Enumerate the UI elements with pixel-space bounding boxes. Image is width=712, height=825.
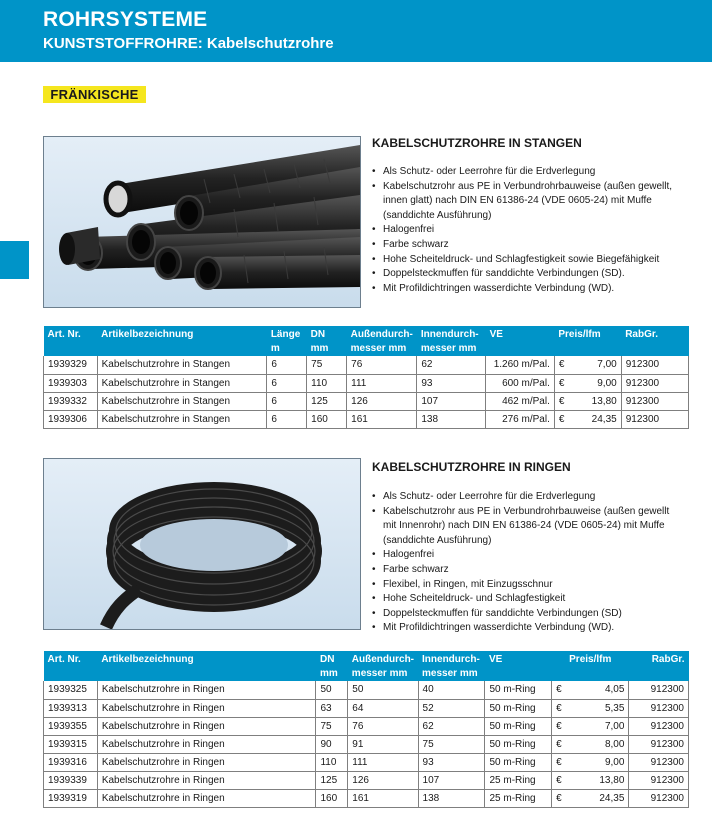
cell-art-nr: 1939329 <box>44 356 98 374</box>
feature-item: • Doppelsteckmuffen für sanddichte Verbindungen (SD). <box>372 267 672 282</box>
cell-aussendurchmesser: 76 <box>347 356 417 374</box>
header-aussendurchmesser: Außendurch- messer mm <box>348 651 418 681</box>
cell-aussendurchmesser: 126 <box>347 392 417 410</box>
cell-ve: 50 m-Ring <box>485 717 552 735</box>
table-row <box>44 392 689 410</box>
cell-rabgr: 912300 <box>629 735 689 753</box>
currency-symbol: € <box>556 738 562 750</box>
cell-rabgr: 912300 <box>629 699 689 717</box>
cell-ve: 50 m-Ring <box>485 735 552 753</box>
cell-preis <box>552 735 629 753</box>
cell-rabgr: 912300 <box>629 753 689 771</box>
currency-symbol: € <box>558 395 565 407</box>
feature-item: • Farbe schwarz <box>372 238 672 253</box>
cell-artikelbezeichnung: Kabelschutzrohre in Stangen <box>97 410 267 428</box>
cell-innendurchmesser: 93 <box>418 753 485 771</box>
cell-aussendurchmesser: 91 <box>348 735 418 753</box>
cell-preis <box>552 717 629 735</box>
table-row <box>44 374 689 392</box>
cell-rabgr: 912300 <box>621 410 688 428</box>
cell-ve: 25 m-Ring <box>485 771 552 789</box>
section-title-ringen: KABELSCHUTZROHRE IN RINGEN <box>372 460 571 474</box>
cell-aussendurchmesser: 76 <box>348 717 418 735</box>
coil-illustration <box>44 459 360 629</box>
cell-dn: 110 <box>316 753 348 771</box>
cell-innendurchmesser: 52 <box>418 699 485 717</box>
cell-rabgr: 912300 <box>629 717 689 735</box>
cell-innendurchmesser: 93 <box>417 374 486 392</box>
cell-artikelbezeichnung: Kabelschutzrohre in Ringen <box>97 681 316 699</box>
cell-rabgr: 912300 <box>621 356 688 374</box>
cell-ve: 1.260 m/Pal. <box>486 356 555 374</box>
price-value: 13,80 <box>599 774 625 786</box>
table-header-row <box>44 651 689 681</box>
table-row <box>44 699 689 717</box>
cell-art-nr: 1939319 <box>44 789 98 807</box>
cell-innendurchmesser: 62 <box>418 717 485 735</box>
cell-rabgr: 912300 <box>629 681 689 699</box>
cell-ve: 276 m/Pal. <box>486 410 555 428</box>
cell-preis <box>554 392 621 410</box>
cell-ve: 50 m-Ring <box>485 699 552 717</box>
price-value: 13,80 <box>591 395 617 407</box>
price-value: 24,35 <box>591 413 617 425</box>
currency-symbol: € <box>556 774 562 786</box>
cell-dn: 50 <box>316 681 348 699</box>
table-row <box>44 410 689 428</box>
table-row <box>44 771 689 789</box>
cell-dn: 75 <box>307 356 347 374</box>
cell-aussendurchmesser: 64 <box>348 699 418 717</box>
side-tab-marker <box>0 241 29 279</box>
cell-artikelbezeichnung: Kabelschutzrohre in Ringen <box>97 735 316 753</box>
feature-item: • Halogenfrei <box>372 223 672 238</box>
pipes-illustration <box>44 137 360 307</box>
cell-art-nr: 1939313 <box>44 699 98 717</box>
cell-artikelbezeichnung: Kabelschutzrohre in Ringen <box>97 717 316 735</box>
cell-innendurchmesser: 62 <box>417 356 486 374</box>
header-innendurchmesser: Innendurch- messer mm <box>418 651 485 681</box>
cell-ve: 600 m/Pal. <box>486 374 555 392</box>
header-ve: VE <box>485 651 552 681</box>
product-photo-ringen <box>43 458 361 630</box>
cell-preis <box>554 374 621 392</box>
header-dn: DN mm <box>316 651 348 681</box>
price-value: 24,35 <box>599 792 625 804</box>
table-row <box>44 681 689 699</box>
cell-art-nr: 1939355 <box>44 717 98 735</box>
cell-dn: 125 <box>316 771 348 789</box>
price-value: 8,00 <box>604 738 625 750</box>
cell-preis <box>552 789 629 807</box>
cell-preis <box>552 699 629 717</box>
cell-innendurchmesser: 75 <box>418 735 485 753</box>
feature-item: • Mit Profildichtringen wasserdichte Verbindung (WD). <box>372 621 669 636</box>
cell-art-nr: 1939325 <box>44 681 98 699</box>
price-value: 9,00 <box>597 377 617 389</box>
header-aussendurchmesser: Außendurch- messer mm <box>347 326 417 356</box>
feature-list-stangen <box>372 165 672 296</box>
header-rabgr: RabGr. <box>629 651 689 681</box>
feature-item: • Hohe Scheiteldruck- und Schlagfestigkeit <box>372 592 669 607</box>
price-value: 5,35 <box>604 702 625 714</box>
cell-innendurchmesser: 138 <box>417 410 486 428</box>
cell-rabgr: 912300 <box>621 374 688 392</box>
header-innendurchmesser: Innendurch- messer mm <box>417 326 486 356</box>
feature-item: • Als Schutz- oder Leerrohre für die Erdverlegung <box>372 165 672 180</box>
header-laenge: Länge m <box>267 326 307 356</box>
cell-dn: 110 <box>307 374 347 392</box>
table-row <box>44 356 689 374</box>
cell-dn: 160 <box>316 789 348 807</box>
cell-artikelbezeichnung: Kabelschutzrohre in Ringen <box>97 771 316 789</box>
cell-innendurchmesser: 40 <box>418 681 485 699</box>
table-row <box>44 753 689 771</box>
header-dn: DN mm <box>307 326 347 356</box>
feature-item: • Mit Profildichtringen wasserdichte Verbindung (WD). <box>372 282 672 297</box>
table-row <box>44 717 689 735</box>
feature-list-ringen <box>372 490 669 636</box>
currency-symbol: € <box>556 792 562 804</box>
cell-artikelbezeichnung: Kabelschutzrohre in Ringen <box>97 699 316 717</box>
cell-dn: 125 <box>307 392 347 410</box>
cell-art-nr: 1939332 <box>44 392 98 410</box>
price-table-stangen <box>43 326 689 429</box>
cell-artikelbezeichnung: Kabelschutzrohre in Ringen <box>97 789 316 807</box>
cell-preis <box>552 771 629 789</box>
feature-item: • Kabelschutzrohr aus PE in Verbundrohrbauweise (außen gewellt, <box>372 180 672 195</box>
cell-dn: 63 <box>316 699 348 717</box>
cell-dn: 160 <box>307 410 347 428</box>
cell-innendurchmesser: 107 <box>418 771 485 789</box>
feature-item: • Als Schutz- oder Leerrohre für die Erdverlegung <box>372 490 669 505</box>
currency-symbol: € <box>558 377 565 389</box>
cell-aussendurchmesser: 161 <box>348 789 418 807</box>
feature-item: • Halogenfrei <box>372 548 669 563</box>
cell-ve: 462 m/Pal. <box>486 392 555 410</box>
table-row <box>44 735 689 753</box>
cell-art-nr: 1939316 <box>44 753 98 771</box>
cell-artikelbezeichnung: Kabelschutzrohre in Stangen <box>97 392 267 410</box>
price-value: 7,00 <box>604 720 625 732</box>
cell-aussendurchmesser: 111 <box>348 753 418 771</box>
header-ve: VE <box>486 326 555 356</box>
product-photo-stangen <box>43 136 361 308</box>
cell-preis <box>554 410 621 428</box>
cell-innendurchmesser: 138 <box>418 789 485 807</box>
cell-aussendurchmesser: 50 <box>348 681 418 699</box>
cell-artikelbezeichnung: Kabelschutzrohre in Stangen <box>97 374 267 392</box>
cell-preis <box>554 356 621 374</box>
feature-item: • Farbe schwarz <box>372 563 669 578</box>
cell-laenge: 6 <box>267 356 307 374</box>
cell-rabgr: 912300 <box>629 771 689 789</box>
table-row <box>44 789 689 807</box>
section-title-stangen: KABELSCHUTZROHRE IN STANGEN <box>372 136 582 150</box>
cell-preis <box>552 753 629 771</box>
cell-rabgr: 912300 <box>621 392 688 410</box>
currency-symbol: € <box>558 413 565 425</box>
header-art-nr: Art. Nr. <box>44 326 98 356</box>
feature-item: • Doppelsteckmuffen für sanddichte Verbindungen (SD) <box>372 607 669 622</box>
brand-logo: FRÄNKISCHE <box>43 86 146 103</box>
cell-dn: 90 <box>316 735 348 753</box>
cell-art-nr: 1939339 <box>44 771 98 789</box>
currency-symbol: € <box>556 702 562 714</box>
feature-item: • Hohe Scheiteldruck- und Schlagfestigkeit sowie Biegefähigkeit <box>372 253 672 268</box>
currency-symbol: € <box>556 684 562 696</box>
price-value: 4,05 <box>604 684 625 696</box>
header-art-nr: Art. Nr. <box>44 651 98 681</box>
cell-preis <box>552 681 629 699</box>
header-artikelbezeichnung: Artikelbezeichnung <box>97 651 316 681</box>
price-value: 7,00 <box>597 359 617 371</box>
cell-ve: 50 m-Ring <box>485 753 552 771</box>
cell-laenge: 6 <box>267 374 307 392</box>
header-rabgr: RabGr. <box>621 326 688 356</box>
cell-aussendurchmesser: 126 <box>348 771 418 789</box>
table-header-row <box>44 326 689 356</box>
cell-art-nr: 1939303 <box>44 374 98 392</box>
cell-innendurchmesser: 107 <box>417 392 486 410</box>
price-value: 9,00 <box>604 756 625 768</box>
cell-ve: 50 m-Ring <box>485 681 552 699</box>
cell-artikelbezeichnung: Kabelschutzrohre in Stangen <box>97 356 267 374</box>
price-table-ringen <box>43 651 689 808</box>
currency-symbol: € <box>558 359 565 371</box>
page-header <box>0 0 712 62</box>
feature-item: (sanddichte Ausführung) <box>383 209 492 221</box>
currency-symbol: € <box>556 756 562 768</box>
cell-art-nr: 1939306 <box>44 410 98 428</box>
cell-laenge: 6 <box>267 392 307 410</box>
cell-artikelbezeichnung: Kabelschutzrohre in Ringen <box>97 753 316 771</box>
header-artikelbezeichnung: Artikelbezeichnung <box>97 326 267 356</box>
cell-dn: 75 <box>316 717 348 735</box>
feature-item: • Flexibel, in Ringen, mit Einzugsschnur <box>372 578 669 593</box>
page-title: ROHRSYSTEME <box>43 8 208 31</box>
cell-art-nr: 1939315 <box>44 735 98 753</box>
feature-item: • Kabelschutzrohr aus PE in Verbundrohrbauweise (außen gewellt <box>372 505 669 520</box>
currency-symbol: € <box>556 720 562 732</box>
cell-rabgr: 912300 <box>629 789 689 807</box>
feature-item: mit Innenrohr) nach DIN EN 61386-24 (VDE 0605-24) mit Muffe <box>383 520 665 532</box>
cell-ve: 25 m-Ring <box>485 789 552 807</box>
page-subtitle: KUNSTSTOFFROHRE: Kabelschutzrohre <box>43 35 334 52</box>
header-preis: Preis/lfm <box>554 326 621 356</box>
feature-item: (sanddichte Ausführung) <box>383 534 492 546</box>
header-preis: Preis/lfm <box>552 651 629 681</box>
feature-item: innen glatt) nach DIN EN 61386-24 (VDE 0605-24) mit Muffe <box>383 195 652 207</box>
cell-aussendurchmesser: 111 <box>347 374 417 392</box>
cell-aussendurchmesser: 161 <box>347 410 417 428</box>
cell-laenge: 6 <box>267 410 307 428</box>
